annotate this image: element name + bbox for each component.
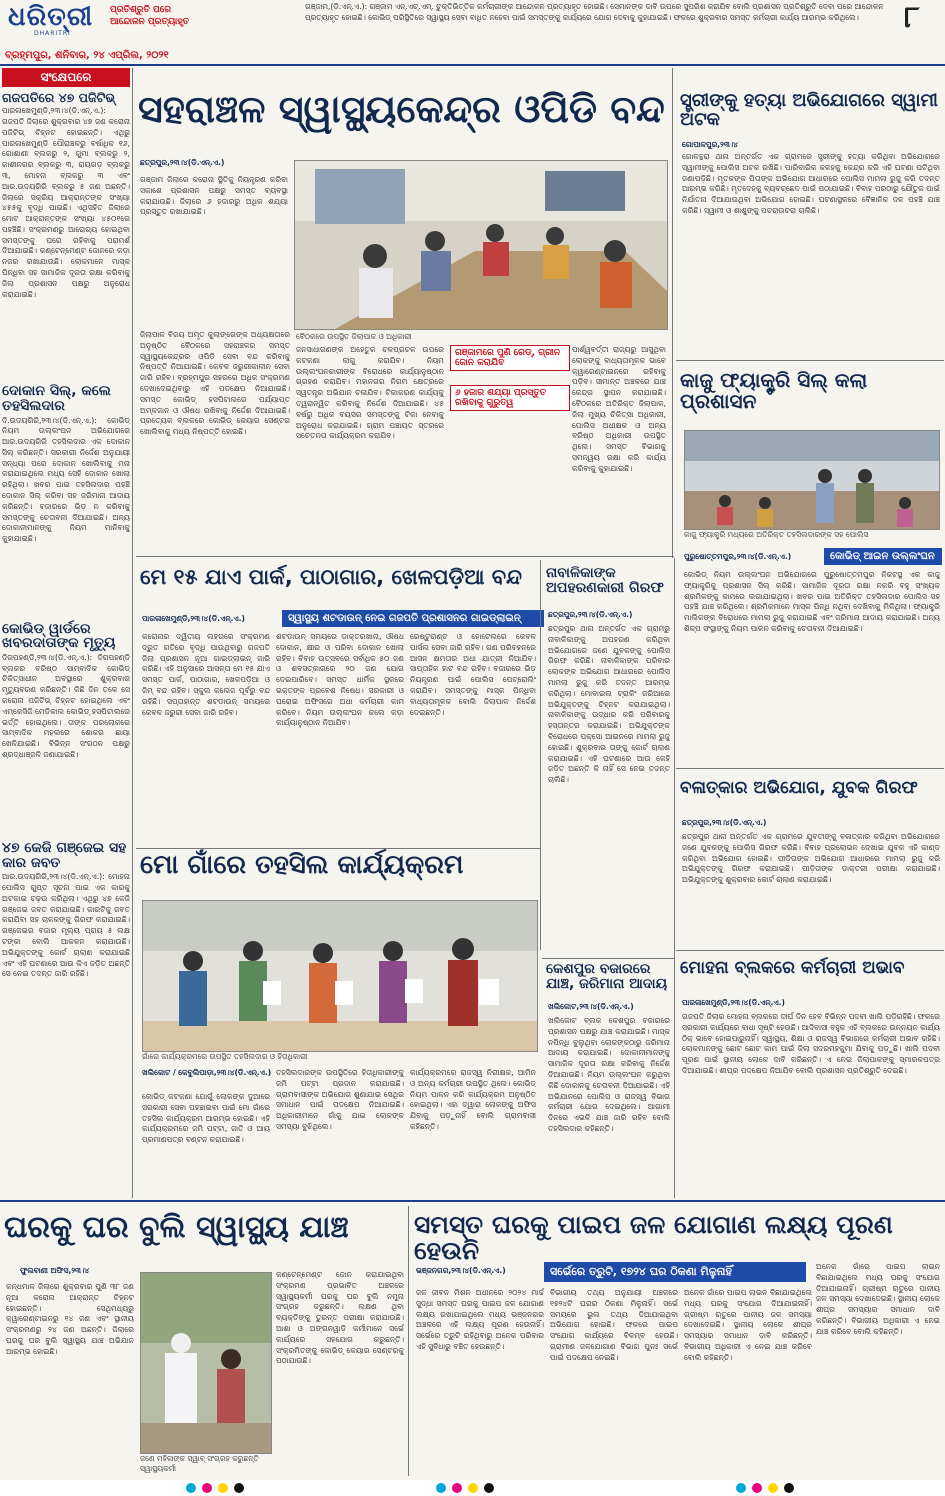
story11-column-2: ବିଭାଗୀୟ ତଥ୍ୟ ଅନୁଯାୟୀ ଅଞ୍ଚଳରେ ୧୭୨୪ଟି ଘରର ଠିକଣା ମିଳୁନାହିଁ। ସର୍ଭେ ସମୟରେ ଭୁଲ ତଥ୍ୟ ଦିଆଯାଇଥିବା ଅଭିଯୋଗ ହୋଇଛି। ଫଳରେ ପାଇପ ସଂଯୋଗ କାର୍ଯ୍ୟରେ ବିଳମ୍ବ ହେଉଛି। ଗ୍ରାମୀଣ ଜଳଯୋଗାଣ ବିଭାଗ ପୁନଃ ସର୍ଭେ ପାଇଁ ପଦକ୍ଷେପ ନେଇଛି। <box>550 1288 678 1362</box>
bottom-rule <box>0 1200 945 1202</box>
story9-rule <box>676 950 944 951</box>
masthead <box>0 0 945 40</box>
yellow-registration-mark <box>218 1483 228 1493</box>
story7-rule <box>136 848 540 849</box>
brief-text-4: ଆର.ଉଦୟଗିରି,୨୩।୪(ଡି.ଏନ୍.ଏ.): ମୋହନା ପୋଲିସ ଗୁପ୍ତ ସୂଚନା ପାଇ ଏକ କାରକୁ ଅଟକାଇ ଚଢ଼ଉ କରିଥିଲା। ଏଥିରୁ ୪୭ କେଜି ଗଞ୍ଜେଇ ଜବତ କରାଯାଇଛି। କାରଟିକୁ ଜବତ କରାଯିବା ସହ ଚାଳକଙ୍କୁ ଗିରଫ କରାଯାଇଛି। ଗଞ୍ଜେଇର ବଜାର ମୂଲ୍ୟ ପ୍ରାୟ ୫ ଲକ୍ଷ ଟଙ୍କା ବୋଲି ଆକଳନ କରାଯାଉଛି। ଅଭିଯୁକ୍ତଙ୍କୁ କୋର୍ଟ ଚାଲାଣ କରାଯାଇଛି ଏବଂ ଏହି ଘଟଣାରେ ଆଉ କିଏ ଜଡ଼ିତ ଅଛନ୍ତି ସେ ନେଇ ତଦନ୍ତ ଜାରି ରହିଛି। <box>2 872 130 979</box>
story7-column-1: କୋଭିଡ୍ କଟକଣା ଯୋଗୁଁ ଲୋକଙ୍କ ଦୁଆରେ ସରକାରୀ ସେବା ପହଞ୍ଚାଇବା ପାଇଁ ମୋ ଗାଁରେ ତହସିଲ କାର୍ଯ୍ୟକ୍ରମ ଆରମ୍ଭ ହୋଇଛି। ଏହି କାର୍ଯ୍ୟକ୍ରମରେ ଜମି ପଟ୍ଟା, ଜାତି ଓ ଆୟ ପ୍ରମାଣପତ୍ର ବଣ୍ଟନ କରାଯାଇଛି। <box>142 1092 270 1145</box>
story11-band: ସର୍ଭେରେ ତ୍ରୁଟି, ୧୭୨୪ ଘର ଠିକଣା ମିଳୁନାହିଁ <box>544 1262 806 1282</box>
story10-photo <box>140 1272 272 1454</box>
story4-dateline: ପାରଳାଖେମୁଣ୍ଡି,୨୩।୪(ଡି.ଏନ୍.ଏ.) <box>142 614 245 623</box>
magenta-registration-mark <box>202 1483 212 1493</box>
lead-column-2: ଜନସାଧାରଣଙ୍କ ଅହେତୁକ ଚଳପ୍ରଚଳ ଉପରେ କଟକଣା ଲାଗୁ କରାଯିବ। ନିୟମ ଉଲ୍ଲଂଘନକାରୀଙ୍କ ବିରୋଧରେ କାର୍ଯ୍ୟାନୁଷ୍ଠାନ ଗ୍ରହଣ କରାଯିବ। ମହାନଗର ନିଗମ କ୍ଷେତ୍ରରେ ସ୍ୱତନ୍ତ୍ର ଅଭିଯାନ ଚଳାଯିବ। ଟିକାକରଣ କାର୍ଯ୍ୟକୁ ତ୍ୱରାନ୍ୱିତ କରିବାକୁ ନିର୍ଦ୍ଦେଶ ଦିଆଯାଇଛି। ୪୫ ବର୍ଷରୁ ଅଧିକ ବୟସର ସମସ୍ତଙ୍କୁ ଟିକା ନେବାକୁ ଅନୁରୋଧ କରାଯାଇଛି। ଗ୍ରାମ ପଞ୍ଚାୟତ ସ୍ତରରେ ସଚେତନତା କାର୍ଯ୍ୟକ୍ରମ କରାଯିବ। <box>296 345 444 441</box>
cyan-registration-mark-3 <box>736 1483 746 1493</box>
story4-column-3: ରେଷ୍ଟୁରାଣ୍ଟ ଓ ହୋଟେଲରେ କେବଳ ପାର୍ସଲ ସେବା ଜାରି ରହିବ। ଗଣ ପରିବହନରେ ଆସନ କ୍ଷମତାର ଅଧା ଯାତ୍ରୀ ନିଆଯିବ। ସାପ୍ତାହିକ ହାଟ ବନ୍ଦ ରହିବ। ବଜାରରେ ଭିଡ଼ ନିୟନ୍ତ୍ରଣ ପାଇଁ ପୋଲିସ ପେଟ୍ରୋଲିଂ କରାଯିବ। ସମସ୍ତଙ୍କୁ ମାସ୍କ ପିନ୍ଧିବା ବାଧ୍ୟତାମୂଳକ ବୋଲି ଜିଲାପାଳ ନିର୍ଦ୍ଦେଶ ଦେଇଛନ୍ତି। <box>410 632 536 717</box>
story9-dateline: ପାରଳାଖେମୁଣ୍ଡି,୨୩।୪(ଡି.ଏନ୍.ଏ.) <box>682 998 785 1007</box>
story8-dateline: ଖଲିକୋଟ,୨୩।୪(ଡି.ଏନ୍.ଏ.) <box>548 1002 634 1011</box>
page-number: ୮ <box>904 0 920 35</box>
page-dateline: ବ୍ରହ୍ମପୁର, ଶନିବାର, ୨୪ ଏପ୍ରିଲ, ୨୦୨୧ <box>5 50 169 61</box>
lead-dateline: ଛତ୍ରପୁର,୨୩।୪(ଡି.ଏନ୍.ଏ.) <box>140 158 225 167</box>
black-registration-mark-3 <box>784 1483 794 1493</box>
story8-rule <box>542 958 674 959</box>
story10-headline: ଘରକୁ ଘର ବୁଲି ସ୍ୱାସ୍ଥ୍ୟ ଯାଞ୍ଚ <box>4 1210 349 1245</box>
story6-dateline: ଛତ୍ରପୁର,୨୩।୪(ଡି.ଏନ୍.ଏ.) <box>682 818 767 827</box>
story11-column-1: ଜଳ ଜୀବନ ମିଶନ ଅଧୀନରେ ୨୦୨୪ ମାର୍ଚ୍ଚ ସୁଦ୍ଧା ସମସ୍ତ ଘରକୁ ପାଇପ ଜଳ ଯୋଗାଣ ଲକ୍ଷ୍ୟ ରଖାଯାଇଥିଲେ ମଧ୍ୟ ଭଞ୍ଜନଗର ଅଞ୍ଚଳରେ ଏହି ଲକ୍ଷ୍ୟ ପୂରଣ ହେଉନାହିଁ। ସର୍ଭେରେ ତ୍ରୁଟି ରହିଥିବାରୁ ଅନେକ ପରିବାର ଏହି ସୁବିଧାରୁ ବଞ୍ଚିତ ହେଉଛନ୍ତି। <box>416 1288 544 1351</box>
story7-headline: ମୋ ଗାଁରେ ତହସିଲ କାର୍ଯ୍ୟକ୍ରମ <box>140 850 464 880</box>
top-story-strip: ଗଞ୍ଜାମ,(ଡି.ଏନ୍.ଏ.): ଗଞ୍ଜାମ ଏନ୍.ଏଚ୍.ଏମ୍. ଚୁକ୍ତିଭିତ୍ତିକ କର୍ମଚାରୀଙ୍କ ଆନ୍ଦୋଳନ ପ୍ରତ୍ୟାହୃତ ହୋଇଛି। ସେମାନଙ୍କ ଦାବି ଉପରେ ସୁପରିଶ କରାଯିବ ବୋଲି ପ୍ରଶାସନ ପ୍ରତିଶ୍ରୁତି ଦେବା ପରେ ଆନ୍ଦୋଳନ ପ୍ରତ୍ୟାହୃତ ହୋଇଛି। କୋଭିଡ୍ ପରିସ୍ଥିତିରେ ସ୍ୱାସ୍ଥ୍ୟ ସେବା ବାଧିତ ନହେବା ପାଇଁ ସମସ୍ତଙ୍କୁ କାର୍ଯ୍ୟରେ ଯୋଗ ଦେବାକୁ କୁହାଯାଇଛି। ଫଳରେ ଶୁକ୍ରବାର ସମସ୍ତ କର୍ମଚାରୀ କାର୍ଯ୍ୟ ଆରମ୍ଭ କରିଥିଲେ। <box>305 2 884 22</box>
story11-dateline: ଭଞ୍ଜନଗର,୨୩।୪(ଡି.ଏନ୍.ଏ.) <box>416 1266 506 1275</box>
tahasil-photo-illustration <box>143 901 537 1051</box>
black-registration-mark-2 <box>484 1483 494 1493</box>
masthead-tagline: ପ୍ରତିଶ୍ରୁତି ପରେ ଆନ୍ଦୋଳନ ପ୍ରତ୍ୟାହୃତ <box>110 5 190 27</box>
story7-dateline: ଖଲିକୋଟ / କେବୁଲିପାଡ଼ା,୨୩।୪(ଡି.ଏନ୍.ଏ.) <box>142 1068 272 1077</box>
bottom-divider <box>408 1206 409 1476</box>
right-divider <box>674 558 675 1198</box>
cyan-registration-mark-2 <box>436 1483 446 1493</box>
briefs-label: ସଂକ୍ଷେପରେ <box>2 68 130 87</box>
story10-column-1: କନ୍ଧମାଳ ଜିଲାରେ ଶୁକ୍ରବାର ପୁଣି ୩୮ ଜଣ ନୂଆ କରୋନା ଆକ୍ରାନ୍ତ ଚିହ୍ନଟ ହୋଇଛନ୍ତି। ସେଥିମଧ୍ୟରୁ କ୍ୱାରେଣ୍ଟାଇନରୁ ୧୪ ଜଣ ଏବଂ ସ୍ଥାନୀୟ ସଂକ୍ରମଣରୁ ୨୪ ଜଣ ଅଛନ୍ତି। ଜିଲାରେ ଘରକୁ ଘର ବୁଲି ସ୍ୱାସ୍ଥ୍ୟ ଯାଞ୍ଚ ଅଭିଯାନ ଆରମ୍ଭ ହୋଇଛି। <box>6 1282 134 1356</box>
story3-rule <box>676 360 944 361</box>
story3-caption: କାଜୁ ଫ୍ୟାକ୍ଟ୍ରି ମଧ୍ୟରେ ଅତିରିକ୍ତ ତହସିଲଦାରଙ୍କ ସହ ପୋଲିସ <box>684 530 869 539</box>
swab-test-illustration <box>141 1273 271 1453</box>
story7-photo <box>142 900 538 1052</box>
story3-photo <box>684 430 940 530</box>
story4-rule <box>136 556 674 557</box>
story3-text: କୋଭିଡ୍ ନିୟମ ଉଲ୍ଲଂଘନ ଅଭିଯୋଗରେ ପୁରୁଷୋତ୍ତମପୁର ନିକଟସ୍ଥ ଏକ କାଜୁ ଫ୍ୟାକ୍ଟ୍ରିକୁ ପ୍ରଶାସନ ସିଲ୍ କରିଛି। ସାମାଜିକ ଦୂରତା ରକ୍ଷା ନକରି ବହୁ ସଂଖ୍ୟକ ଶ୍ରମିକଙ୍କୁ କାମରେ ଲଗାଯାଇଥିଲା। ଖବର ପାଇ ଅତିରିକ୍ତ ତହସିଲଦାର ପୋଲିସ ସହ ପହଞ୍ଚି ଯାଞ୍ଚ କରିଥିଲେ। ଶ୍ରମିକମାନେ ମାସ୍କ ପିନ୍ଧି ନଥିବା ଦେଖିବାକୁ ମିଳିଥିଲା। ଫ୍ୟାକ୍ଟ୍ରି ମାଲିକଙ୍କ ବିରୋଧରେ ମାମଲା ରୁଜୁ କରାଯାଇଛି ଏବଂ ଜରିମାନା ଆଦାୟ କରାଯାଇଛି। ଅନ୍ୟ ଶିଳ୍ପ ସଂସ୍ଥାଙ୍କୁ ନିୟମ ପାଳନ କରିବାକୁ ଚେତାବନୀ ଦିଆଯାଇଛି। <box>684 570 940 633</box>
logo-subtitle: DHARITRI <box>34 30 71 37</box>
lead-column-1: ଜିଲାପାଳ ବିଜୟ ଅମୃତ କୁଲାଙ୍ଗେଙ୍କ ଅଧ୍ୟକ୍ଷତାରେ ଅନୁଷ୍ଠିତ ବୈଠକରେ ସହରାଞ୍ଚଳର ସମସ୍ତ ସ୍ୱାସ୍ଥ୍ୟକେନ୍ଦ୍ରର ଓପିଡି ସେବା ବନ୍ଦ କରିବାକୁ ନିଷ୍ପତ୍ତି ନିଆଯାଇଛି। କେବଳ ଜରୁରୀକାଳୀନ ସେବା ଜାରି ରହିବ। ବ୍ରହ୍ମପୁର ସହରରେ ଅଧିକ ସଂକ୍ରମଣ ଦେଖାଦେଇଥିବାରୁ ଏହି ପଦକ୍ଷେପ ନିଆଯାଇଛି। ସମସ୍ତ କୋଭିଡ୍ ହସପିଟାଲରେ ପର୍ଯ୍ୟାପ୍ତ ଅମ୍ଳଜାନ ଓ ଔଷଧ ରଖିବାକୁ ନିର୍ଦ୍ଦେଶ ଦିଆଯାଇଛି। ପ୍ରତ୍ୟେକ ବ୍ଲକରେ କୋଭିଡ୍ କେୟାର ସେଣ୍ଟର ଖୋଲିବାକୁ ମଧ୍ୟ ନିଷ୍ପତ୍ତି ହୋଇଛି। <box>140 330 290 437</box>
story2-dateline: ଗୋପାଳପୁର,୨୩।୪ <box>682 140 738 149</box>
story4-column-2: ଶଟଡାଉନ୍ ସମୟରେ ଡାକ୍ତରଖାନା, ଔଷଧ ଦୋକାନ, କ୍ଷୀର ଓ ପରିବା ଦୋକାନ ଖୋଲା ରହିବ। ବିବାହ ଉତ୍ସବରେ ସର୍ବାଧିକ ୫୦ ଜଣ ଓ ଶବସତ୍କାରରେ ୨୦ ଜଣ ଯୋଗ ଦେଇପାରିବେ। ସମସ୍ତ ଧାର୍ମିକ ସ୍ଥଳରେ ଭକ୍ତଙ୍କ ପ୍ରବେଶ ନିଷେଧ। ସରକାରୀ ଓ ଘରୋଇ ଅଫିସରେ ଅଧା କର୍ମଚାରୀ କାମ କରିବେ। ନିୟମ ଉଲ୍ଲଂଘନ କଲେ କଡ଼ା କାର୍ଯ୍ୟାନୁଷ୍ଠାନ ନିଆଯିବ। <box>276 632 404 728</box>
lead-intro: ଗଞ୍ଜାମ ଜିଲାରେ କରୋନା ସ୍ଥିତିକୁ ନିୟନ୍ତ୍ରଣ କରିବା ସକାଶେ ପ୍ରଶାସନ ପକ୍ଷରୁ ସମସ୍ତ ବ୍ୟବସ୍ଥା କରାଯାଉଛି। ଜିଲାରେ ୬ ହଜାରରୁ ଅଧିକ ଶଯ୍ୟା ପ୍ରସ୍ତୁତ ରଖାଯାଇଛି। <box>140 175 288 217</box>
story6-headline: ବଳାତ୍କାର ଅଭିଯୋଗ, ଯୁବକ ଗିରଫ <box>680 778 918 798</box>
magenta-registration-mark-2 <box>452 1483 462 1493</box>
story3-dateline: ପୁରୁଷୋତ୍ତମପୁର,୨୩।୪(ଡି.ଏନ୍.ଏ.) <box>684 552 792 561</box>
lead-divider <box>672 68 673 558</box>
story11-column-4: ଅନେକ ଗାଁରେ ପାଇପ ଲାଇନ ବିଛାଯାଇଥିଲେ ମଧ୍ୟ ଘରକୁ ସଂଯୋଗ ଦିଆଯାଇନାହିଁ। ଗ୍ରୀଷ୍ମ ଋତୁରେ ପାନୀୟ ଜଳ ସମସ୍ୟା ଦେଖାଦେଇଛି। ସ୍ଥାନୀୟ ଲୋକେ ଶୀଘ୍ର ସମସ୍ୟାର ସମାଧାନ ଦାବି କରିଛନ୍ତି। ବିଭାଗୀୟ ଅଧିକାରୀ ଏ ନେଇ ଯାଞ୍ଚ କରିବେ ବୋଲି କହିଛନ୍ତି। <box>816 1262 940 1336</box>
newspaper-logo: ଧରିତ୍ରୀ <box>8 2 94 32</box>
story2-text: ଗୋଳନ୍ଥରା ଥାନା ଅନ୍ତର୍ଗତ ଏକ ଗ୍ରାମରେ ସ୍ତ୍ରୀଙ୍କୁ ହତ୍ୟା କରିଥିବା ଅଭିଯୋଗରେ ସ୍ୱାମୀଙ୍କୁ ପୋଲିସ ଅଟକ ରଖିଛି। ପାରିବାରିକ କଳହକୁ କେନ୍ଦ୍ର କରି ଏହି ଘଟଣା ଘଟିଥିବା ଜଣାପଡ଼ିଛି। ମୃତକଙ୍କ ପିତାଙ୍କ ଅଭିଯୋଗ ଆଧାରରେ ପୋଲିସ ମାମଲା ରୁଜୁ କରି ତଦନ୍ତ ଆରମ୍ଭ କରିଛି। ମୃତଦେହକୁ ବ୍ୟବଚ୍ଛେଦ ପାଇଁ ପଠାଯାଇଛି। ବିବାହ ପରଠାରୁ ଯୌତୁକ ପାଇଁ ନିର୍ଯାତନା ଦିଆଯାଉଥିବା ଅଭିଯୋଗ ହୋଇଛି। ଘଟଣାସ୍ଥଳରେ ବୈଜ୍ଞାନିକ ଦଳ ପହଞ୍ଚି ଯାଞ୍ଚ କରିଛି। ସ୍ୱାମୀ ଓ ଶାଶୁଙ୍କୁ ପଚରାଉଚରା ଚାଲିଛି। <box>682 152 940 215</box>
lead-highlight-1: ଗଞ୍ଜାମରେ ପୁଣି ରେଡ୍, ଗ୍ରୀନ ଜୋନ କରାଯିବ <box>450 345 570 371</box>
lead-highlight-2: ୬ ହଜାର ଶଯ୍ୟା ପ୍ରସ୍ତୁତ ରଖିବାକୁ ଗୁରୁତ୍ୱ <box>450 385 570 411</box>
yellow-registration-mark-3 <box>768 1483 778 1493</box>
lead-headline: ସହରାଞ୍ଚଳ ସ୍ୱାସ୍ଥ୍ୟକେନ୍ଦ୍ର ଓପିଡି ବନ୍ଦ <box>138 87 665 131</box>
cyan-registration-mark <box>186 1483 196 1493</box>
story8-text: ଖଲିକୋଟ ବ୍ଲକ କେଶପୁର ବଜାରରେ ପ୍ରଶାସନ ପକ୍ଷରୁ ଯାଞ୍ଚ କରାଯାଇଛି। ମାସ୍କ ନପିନ୍ଧି ବୁଲୁଥିବା ଲୋକଙ୍କଠାରୁ ଜରିମାନା ଆଦାୟ କରାଯାଇଛି। ଦୋକାନୀମାନଙ୍କୁ ସାମାଜିକ ଦୂରତା ରକ୍ଷା କରିବାକୁ ନିର୍ଦ୍ଦେଶ ଦିଆଯାଇଛି। ନିୟମ ଉଲ୍ଲଂଘନ କରୁଥିବା କିଛି ଦୋକାନକୁ ଚେତାବନୀ ଦିଆଯାଇଛି। ଏହି ଅଭିଯାନରେ ପୋଲିସ ଓ ରାଜସ୍ୱ ବିଭାଗ କର୍ମଚାରୀ ଯୋଗ ଦେଇଥିଲେ। ଆଗାମୀ ଦିନରେ ଏଭଳି ଯାଞ୍ଚ ଜାରି ରହିବ ବୋଲି ତହସିଲଦାର କହିଛନ୍ତି। <box>548 1016 670 1133</box>
brief-text-1: ପାରଳାଖେମୁଣ୍ଡି,୨୩।୪(ଡି.ଏନ୍.ଏ.): ଗଜପତି ଜିଲାରେ ଶୁକ୍ରବାର ୪୭ ଜଣ କରୋନା ପଜିଟିଭ୍ ଚିହ୍ନଟ ହୋଇଛନ୍ତି। ଏଥିରୁ ପାରଳାଖେମୁଣ୍ଡି ପୌରାଞ୍ଚଳରୁ ବର୍ଷାଧିକ ୧୬, ଗୋଶାଣୀ ବ୍ଲକରୁ ୨, ଗୁମା ବ୍ଲକରୁ ୨, କାଶୀନଗର ବ୍ଲକରୁ ୩, ରାୟଗଡ଼ ବ୍ଲକରୁ ୩, ମୋହନା ବ୍ଲକରୁ ୩ ଏବଂ ଆର.ଉଦୟଗିରି ବ୍ଲକରୁ ୫ ଜଣ ଅଛନ୍ତି। ଜିଲାରେ ସକ୍ରିୟ ଆକ୍ରାନ୍ତଙ୍କ ସଂଖ୍ୟା ୪୫୫କୁ ବୃଦ୍ଧି ପାଇଛି। ଏଥିସହିତ ଜିଲାରେ ମୋଟ ଆକ୍ରାନ୍ତଙ୍କ ସଂଖ୍ୟା ୪୫୦୧ରେ ପହଞ୍ଚିଛି। ସଂକ୍ରମଣରୁ ଆରୋଗ୍ୟ ହୋଇଥିବା ସମସ୍ତଙ୍କୁ ଘରେ ରହିବାକୁ ପରାମର୍ଶ ଦିଆଯାଇଛି। କଣ୍ଟେନ୍ମେଣ୍ଟ ଜୋନରେ କଡ଼ା ନଜର ରଖାଯାଉଛି। ଲୋକମାନେ ମାସ୍କ ପିନ୍ଧିବା ସହ ସାମାଜିକ ଦୂରତା ରକ୍ଷା କରିବାକୁ ଜିଲା ପ୍ରଶାସନ ପକ୍ଷରୁ ଅନୁରୋଧ କରାଯାଇଛି। <box>2 106 130 299</box>
factory-photo-illustration <box>685 431 939 529</box>
story5-headline: ନାବାଳିକାଙ୍କ ଅପହରଣକାରୀ ଗିରଫ <box>546 565 664 596</box>
brief-headline-2: ଦୋକାନ ସିଲ୍, କଲେ ତହସିଲଦାର <box>2 383 111 414</box>
story3-headline: କାଜୁ ଫ୍ୟାକ୍ଟ୍ରି ସିଲ୍ କଲା ପ୍ରଶାସନ <box>680 368 868 413</box>
story4-column-1: କରୋନାର ଦ୍ୱିତୀୟ ଲହରରେ ସଂକ୍ରମଣ ଦ୍ରୁତ ଗତିରେ ବୃଦ୍ଧି ପାଉଥିବାରୁ ଗଜପତି ଜିଲା ପ୍ରଶାସନ ନୂଆ ଗାଇଡ୍ଲାଇନ୍ ଜାରି କରିଛି। ଏହି ଅନୁସାରେ ଆସନ୍ତା ମେ ୧୫ ଯାଏ ସମସ୍ତ ପାର୍କ, ପାଠାଗାର, ଖେଳପଡ଼ିଆ ଓ ଜିମ୍ ବନ୍ଦ ରହିବ। ସ୍କୁଲ କଲେଜ ପୂର୍ବରୁ ବନ୍ଦ ରହିଛି। ସପ୍ତାହାନ୍ତ ଶଟଡାଉନ୍ ସମୟରେ କେବଳ ଜରୁରୀ ସେବା ଜାରି ରହିବ। <box>142 632 270 717</box>
story7-column-2: ତହସିଲଦାରଙ୍କ ଉପସ୍ଥିତିରେ ହିତାଧିକାରୀଙ୍କୁ ଜମି ପଟ୍ଟା ପ୍ରଦାନ କରାଯାଇଛି। ଗ୍ରାମବାସୀଙ୍କ ଅଭିଯୋଗ ଶୁଣାଯାଇ ସେଥିର ସମାଧାନ ପାଇଁ ପଦକ୍ଷେପ ନିଆଯାଇଛି। ଅଧିକାରୀମାନେ ଗାଁକୁ ଯାଇ ଲୋକଙ୍କ ସମସ୍ୟା ବୁଝିଥିଲେ। <box>276 1068 404 1131</box>
brief-headline-1: ଗଜପତିରେ ୪୭ ପଜିଟିଭ୍ <box>2 90 116 105</box>
briefs-divider <box>132 68 133 1198</box>
story6-text: ଛତ୍ରପୁର ଥାନା ଅନ୍ତର୍ଗତ ଏକ ଗ୍ରାମରେ ଯୁବତୀଙ୍କୁ ବଳାତ୍କାର କରିଥିବା ଅଭିଯୋଗରେ ଜଣେ ଯୁବକଙ୍କୁ ପୋଲିସ ଗିରଫ କରିଛି। ବିବାହ ପ୍ରଲୋଭନ ଦେଖାଇ ଯୁବକ ଏହି କାଣ୍ଡ କରିଥିବା ଅଭିଯୋଗ ହୋଇଛି। ପୀଡ଼ିତାଙ୍କ ଅଭିଯୋଗ ଆଧାରରେ ମାମଲା ରୁଜୁ କରି ଅଭିଯୁକ୍ତଙ୍କୁ ଗିରଫ କରାଯାଇଛି। ପୀଡ଼ିତାଙ୍କ ଡାକ୍ତରୀ ପରୀକ୍ଷା କରାଯାଇଛି। ଅଭିଯୁକ୍ତଙ୍କୁ ଶୁକ୍ରବାର କୋର୍ଟ ଚାଲାଣ କରାଯାଇଛି। <box>682 832 940 885</box>
story4-divider <box>540 560 541 950</box>
story11-column-3: ଅନେକ ଗାଁରେ ପାଇପ ଲାଇନ ବିଛାଯାଇଥିଲେ ମଧ୍ୟ ଘରକୁ ସଂଯୋଗ ଦିଆଯାଇନାହିଁ। ଗ୍ରୀଷ୍ମ ଋତୁରେ ପାନୀୟ ଜଳ ସମସ୍ୟା ଦେଖାଦେଇଛି। ସ୍ଥାନୀୟ ଲୋକେ ଶୀଘ୍ର ସମସ୍ୟାର ସମାଧାନ ଦାବି କରିଛନ୍ତି। ବିଭାଗୀୟ ଅଧିକାରୀ ଏ ନେଇ ଯାଞ୍ଚ କରିବେ ବୋଲି କହିଛନ୍ତି। <box>684 1288 812 1362</box>
story4-headline: ମେ ୧୫ ଯାଏ ପାର୍କ, ପାଠାଗାର, ଖେଳପଡ଼ିଆ ବନ୍ଦ <box>140 565 522 589</box>
brief-text-2: ଦି.ଉଦୟଗିରି,୨୩।୪(ଡି.ଏନ୍.ଏ.): କୋଭିଡ୍ ନିୟମ ଉଲ୍ଲଂଘନ ଅଭିଯୋଗରେ ଆର.ଉଦୟଗିରି ତହସିଲଦାର ଏକ ଦୋକାନ ସିଲ୍ କରିଛନ୍ତି। ସରକାରୀ ନିର୍ଦ୍ଦେଶ ଅନୁଯାୟୀ ସନ୍ଧ୍ୟା ପରେ ଦୋକାନ ଖୋଲିବାକୁ ମନା କରାଯାଇଥିଲେ ମଧ୍ୟ ସେହି ଦୋକାନ ଖୋଲା ରହିଥିଲା। ଖବର ପାଇ ତହସିଲଦାର ପହଞ୍ଚି ଦୋକାନ ସିଲ୍ କରିବା ସହ ଜରିମାନା ଆଦାୟ କରିଛନ୍ତି। ବଜାରରେ ଭିଡ଼ ନ କରିବାକୁ ସମସ୍ତଙ୍କୁ ଚେତାବନୀ ଦିଆଯାଇଛି। ଅନ୍ୟ ଦୋକାନୀମାନଙ୍କୁ ନିୟମ ମାନିବାକୁ କୁହାଯାଇଛି। <box>2 415 130 544</box>
story5-dateline: ଛତ୍ରପୁର,୨୩।୪(ଡି.ଏନ୍.ଏ.) <box>548 610 633 619</box>
story2-headline: ସ୍ତ୍ରୀଙ୍କୁ ହତ୍ୟା ଅଭିଯୋଗରେ ସ୍ୱାମୀ ଅଟକ <box>680 90 938 130</box>
brief-headline-4: ୪୭ କେଜି ଗଞ୍ଜେଇ ସହ କାର ଜବତ <box>2 839 127 871</box>
story6-rule <box>676 768 944 769</box>
story9-headline: ମୋହନା ବ୍ଲକରେ କର୍ମଚାରୀ ଅଭାବ <box>680 958 905 978</box>
story4-band: ସ୍ୱାସ୍ଥ୍ୟ ଶଟଡାଉନ୍ ନେଇ ଗଜପତି ପ୍ରଶାସନର ଗାଇଡ୍ଲାଇନ୍ <box>282 610 544 627</box>
story8-headline: କେଶପୁର ବଜାରରେ ଯାଞ୍ଚ, ଜରିମାନା ଆଦାୟ <box>546 961 668 992</box>
story7-column-3: କାର୍ଯ୍ୟକ୍ରମରେ ରାଜସ୍ୱ ନିରୀକ୍ଷକ, ଆମିନ ଓ ଅନ୍ୟ କର୍ମଚାରୀ ଉପସ୍ଥିତ ଥିଲେ। କୋଭିଡ୍ ନିୟମ ପାଳନ କରି କାର୍ଯ୍ୟକ୍ରମ ଅନୁଷ୍ଠିତ ହୋଇଥିଲା। ଏହା ଦ୍ୱାରା ଲୋକଙ୍କୁ ଅଫିସ ଯିବାକୁ ପଡ଼ୁନାହିଁ ବୋଲି ଗ୍ରାମବାସୀ କହିଛନ୍ତି। <box>410 1068 536 1131</box>
lead-caption: ବୈଠକରେ ଉପସ୍ଥିତ ଜିଲାପାଳ ଓ ଅଧିକାରୀ <box>296 332 412 341</box>
black-registration-mark <box>234 1483 244 1493</box>
story11-headline: ସମସ୍ତ ଘରକୁ ପାଇପ ଜଳ ଯୋଗାଣ ଲକ୍ଷ୍ୟ ପୂରଣ ହେଉନି <box>414 1210 893 1266</box>
lead-column-3: ପାର୍ଶ୍ୱବର୍ତ୍ତୀ ରାଜ୍ୟରୁ ଆସୁଥିବା ଲୋକଙ୍କୁ ବାଧ୍ୟତାମୂଳକ ଭାବେ କ୍ୱାରେଣ୍ଟାଇନରେ ରହିବାକୁ ପଡ଼ିବ। ସୀମାନ୍ତ ଅଞ୍ଚଳରେ ଯାଞ୍ଚ କେନ୍ଦ୍ର ସ୍ଥାପନ କରାଯାଇଛି। ବୈଠକରେ ଅତିରିକ୍ତ ଜିଲାପାଳ, ଜିଲା ମୁଖ୍ୟ ଚିକିତ୍ସା ଅଧିକାରୀ, ପୋଲିସ ଅଧୀକ୍ଷକ ଓ ଅନ୍ୟ ବରିଷ୍ଠ ଅଧିକାରୀ ଉପସ୍ଥିତ ଥିଲେ। ସମସ୍ତ ବିଭାଗକୁ ସମନ୍ୱୟ ରକ୍ଷା କରି କାର୍ଯ୍ୟ କରିବାକୁ କୁହାଯାଇଛି। <box>572 345 666 473</box>
print-margin <box>0 1480 945 1496</box>
story10-caption: ଜଣେ ମହିଳାଙ୍କ ସ୍ୱାବ୍ ସଂଗ୍ରହ କରୁଛନ୍ତି ସ୍ୱାସ୍ଥ୍ୟକର୍ମୀ <box>140 1454 259 1473</box>
lead-photo <box>294 160 668 330</box>
story7-caption: ଗାଁରେ କାର୍ଯ୍ୟକ୍ରମରେ ଉପସ୍ଥିତ ତହସିଲଦାର ଓ ହିତାଧିକାରୀ <box>142 1052 308 1061</box>
brief-text-3: ଦିଗପହଣ୍ଡି,୨୩।୪(ଡି.ଏନ୍.ଏ.): ଦିଗପହଣ୍ଡି ବ୍ଲକର ବରିଷ୍ଠ ସାମ୍ବାଦିକ କୋଭିଡ୍ ଚିକିତ୍ସାଧୀନ ଅବସ୍ଥାରେ ଶୁକ୍ରବାର ମୃତ୍ୟୁବରଣ କରିଛନ୍ତି। କିଛି ଦିନ ତଳେ ସେ କରୋନା ପଜିଟିଭ୍ ଚିହ୍ନଟ ହୋଇଥିଲେ ଏବଂ ଏମ୍କେସିଜି ମେଡିକାଲ କୋଭିଡ୍ ହସପିଟାଲରେ ଭର୍ତ୍ତି ହୋଇଥିଲେ। ତାଙ୍କ ପରଲୋକରେ ସାମ୍ବାଦିକ ମହଲରେ ଶୋକର ଛାୟା ଖେଳିଯାଇଛି। ବିଭିନ୍ନ ସଂଗଠନ ପକ୍ଷରୁ ଶ୍ରଦ୍ଧାଞ୍ଜଳି ଜଣାଯାଇଛି। <box>2 652 130 760</box>
yellow-registration-mark-2 <box>468 1483 478 1493</box>
magenta-registration-mark-3 <box>752 1483 762 1493</box>
story10-column-2: କଣ୍ଟେନ୍ମେଣ୍ଟ ଜୋନ କରାଯାଇଥିବା ସଂକ୍ରମଣ ପ୍ରଭାବିତ ଅଞ୍ଚଳରେ ସ୍ୱାସ୍ଥ୍ୟକର୍ମୀ ଘରକୁ ଘର ବୁଲି ନମୁନା ସଂଗ୍ରହ କରୁଛନ୍ତି। ଲକ୍ଷଣ ଥିବା ବ୍ୟକ୍ତିଙ୍କୁ ତୁରନ୍ତ ପରୀକ୍ଷା କରାଯାଉଛି। ଆଶା ଓ ଅଙ୍ଗନୱାଡ଼ି କର୍ମୀମାନେ ସର୍ଭେ କାର୍ଯ୍ୟରେ ସହଯୋଗ କରୁଛନ୍ତି। ସଂକ୍ରମିତଙ୍କୁ କୋଭିଡ୍ କେୟାର ସେଣ୍ଟରକୁ ପଠାଯାଉଛି। <box>276 1270 404 1366</box>
story3-band: କୋଭିଡ୍ ଆଇନ ଉଲ୍ଲଂଘନ <box>824 548 942 565</box>
story9-text: ଗଜପତି ଜିଲାର ମୋହନା ବ୍ଲକରେ ଦୀର୍ଘ ଦିନ ହେବ ବିଭିନ୍ନ ପଦବୀ ଖାଲି ପଡ଼ିରହିଛି। ଫଳରେ ସରକାରୀ କାର୍ଯ୍ୟରେ ବାଧା ସୃଷ୍ଟି ହେଉଛି। ଆଦିବାସୀ ବହୁଳ ଏହି ବ୍ଲକରେ ଉନ୍ନୟନ କାର୍ଯ୍ୟ ଠିକ୍ ଭାବେ ହୋଇପାରୁନାହିଁ। ସ୍ୱାସ୍ଥ୍ୟ, ଶିକ୍ଷା ଓ ରାଜସ୍ୱ ବିଭାଗରେ କର୍ମଚାରୀ ଅଭାବ ରହିଛି। ଲୋକମାନଙ୍କୁ ଛୋଟ ଛୋଟ କାମ ପାଇଁ ଜିଲା ସଦରମହକୁମା ଯିବାକୁ ପଡ଼ୁଛି। ଖାଲି ପଦବୀ ପୂରଣ ପାଇଁ ସ୍ଥାନୀୟ ଲୋକେ ଦାବି କରିଛନ୍ତି। ଏ ନେଇ ଜିଲାପାଳଙ୍କୁ ସ୍ମାରକପତ୍ର ଦିଆଯାଇଛି। ଶୀଘ୍ର ପଦକ୍ଷେପ ନିଆଯିବ ବୋଲି ପ୍ରଶାସନ ପ୍ରତିଶ୍ରୁତି ଦେଇଛି। <box>682 1012 940 1075</box>
masthead-rule <box>0 64 945 66</box>
story5-text: ଛତ୍ରପୁର ଥାନା ଅନ୍ତର୍ଗତ ଏକ ଗ୍ରାମରୁ ନାବାଳିକାଙ୍କୁ ଅପହରଣ କରିଥିବା ଅଭିଯୋଗରେ ଜଣେ ଯୁବକଙ୍କୁ ପୋଲିସ ଗିରଫ କରିଛି। ନାବାଳିକାଙ୍କ ପରିବାର ଲୋକଙ୍କ ଅଭିଯୋଗ ଆଧାରରେ ପୋଲିସ ମାମଲା ରୁଜୁ କରି ତଦନ୍ତ ଆରମ୍ଭ କରିଥିଲା। ମୋବାଇଲ ଟ୍ରାକିଂ ଜରିଆରେ ଅଭିଯୁକ୍ତଙ୍କୁ ଚିହ୍ନଟ କରାଯାଇଥିଲା। ନାବାଳିକାଙ୍କୁ ଉଦ୍ଧାର କରି ପରିବାରକୁ ହସ୍ତାନ୍ତର କରାଯାଇଛି। ଅଭିଯୁକ୍ତଙ୍କ ବିରୋଧରେ ପକ୍ସୋ ଆଇନରେ ମାମଲା ରୁଜୁ ହୋଇଛି। ଶୁକ୍ରବାର ତାଙ୍କୁ କୋର୍ଟ ଚାଲାଣ କରାଯାଇଛି। ଏହି ଘଟଣାରେ ଆଉ କେହି ଜଡ଼ିତ ଅଛନ୍ତି କି ନାହିଁ ସେ ନେଇ ତଦନ୍ତ ଚାଲିଛି। <box>548 624 670 785</box>
story10-dateline: ଫୁଲବାଣୀ ଅଫିସ,୨୩।୪ <box>20 1266 90 1275</box>
brief-headline-3: କୋଭିଡ୍ ୱାର୍ଡରେ ଖବରଦାତାଙ୍କ ମୃତ୍ୟୁ <box>2 620 116 652</box>
meeting-photo-illustration <box>295 161 667 329</box>
briefs-column <box>2 68 130 1198</box>
